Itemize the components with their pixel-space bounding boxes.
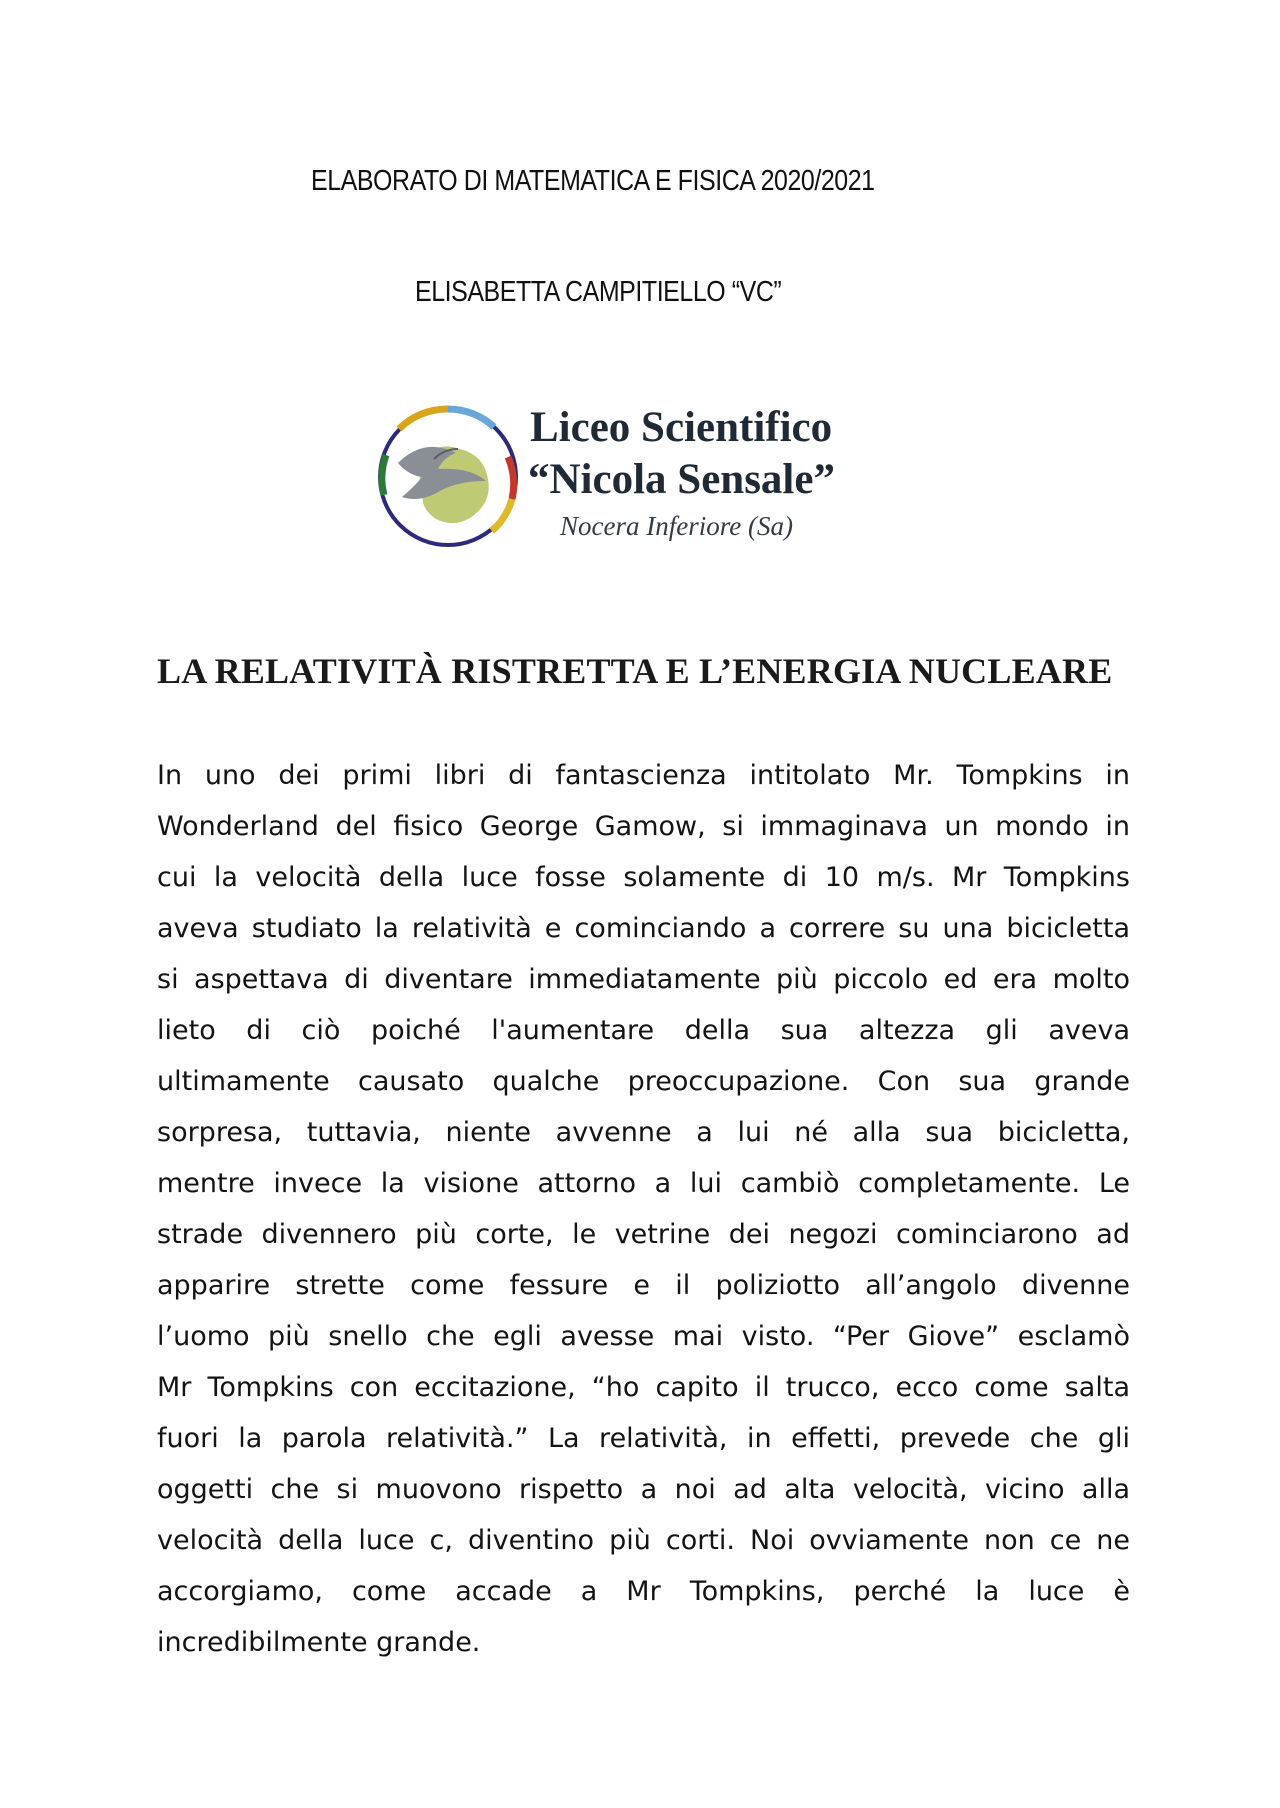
body-paragraph-line: incredibilmente grande.: [157, 1627, 481, 1658]
body-paragraph-line: lieto di ciò poiché l'aumentare della sua altezza gli aveva: [157, 1015, 1130, 1046]
body-paragraph-line: oggetti che si muovono rispetto a noi ad alta velocità, vicino alla: [157, 1474, 1130, 1505]
body-paragraph-line: mentre invece la visione attorno a lui cambiò completamente. Le: [157, 1168, 1130, 1199]
section-heading: LA RELATIVITÀ RISTRETTA E L’ENERGIA NUCLEARE: [157, 651, 1113, 691]
body-paragraph-line: l’uomo più snello che egli avesse mai visto. “Per Giove” esclamò: [157, 1321, 1130, 1352]
logo-school-type: Liceo Scientifico: [530, 404, 833, 451]
school-logo: [374, 393, 864, 563]
body-paragraph-line: sorpresa, tuttavia, niente avvenne a lui né alla sua bicicletta,: [157, 1117, 1130, 1148]
body-paragraph-line: fuori la parola relatività.” La relatività, in effetti, prevede che gli: [157, 1423, 1130, 1454]
logo-school-location: Nocera Inferiore (Sa): [560, 511, 793, 541]
body-paragraph-line: ultimamente causato qualche preoccupazione. Con sua grande: [157, 1066, 1130, 1097]
body-paragraph-line: apparire strette come fessure e il poliziotto all’angolo divenne: [157, 1270, 1130, 1301]
body-paragraph-line: si aspettava di diventare immediatamente più piccolo ed era molto: [157, 964, 1130, 995]
logo-school-name: “Nicola Sensale”: [528, 456, 835, 503]
author-line: ELISABETTA CAMPITIELLO “VC”: [415, 276, 782, 308]
body-paragraph-line: Wonderland del fisico George Gamow, si immaginava un mondo in: [157, 811, 1130, 842]
school-emblem-icon: [374, 397, 522, 555]
body-paragraph-line: Mr Tompkins con eccitazione, “ho capito il trucco, ecco come salta: [157, 1372, 1130, 1403]
body-paragraph-line: velocità della luce c, diventino più corti. Noi ovviamente non ce ne: [157, 1525, 1130, 1556]
document-title: ELABORATO DI MATEMATICA E FISICA 2020/2021: [311, 165, 875, 197]
body-paragraph-line: strade divennero più corte, le vetrine dei negozi cominciarono ad: [157, 1219, 1130, 1250]
body-paragraph-line: cui la velocità della luce fosse solamente di 10 m/s. Mr Tompkins: [157, 862, 1130, 893]
body-paragraph-line: In uno dei primi libri di fantascienza intitolato Mr. Tompkins in: [157, 760, 1130, 791]
body-paragraph-line: aveva studiato la relatività e cominciando a correre su una bicicletta: [157, 913, 1130, 944]
body-paragraph-line: accorgiamo, come accade a Mr Tompkins, perché la luce è: [157, 1576, 1130, 1607]
